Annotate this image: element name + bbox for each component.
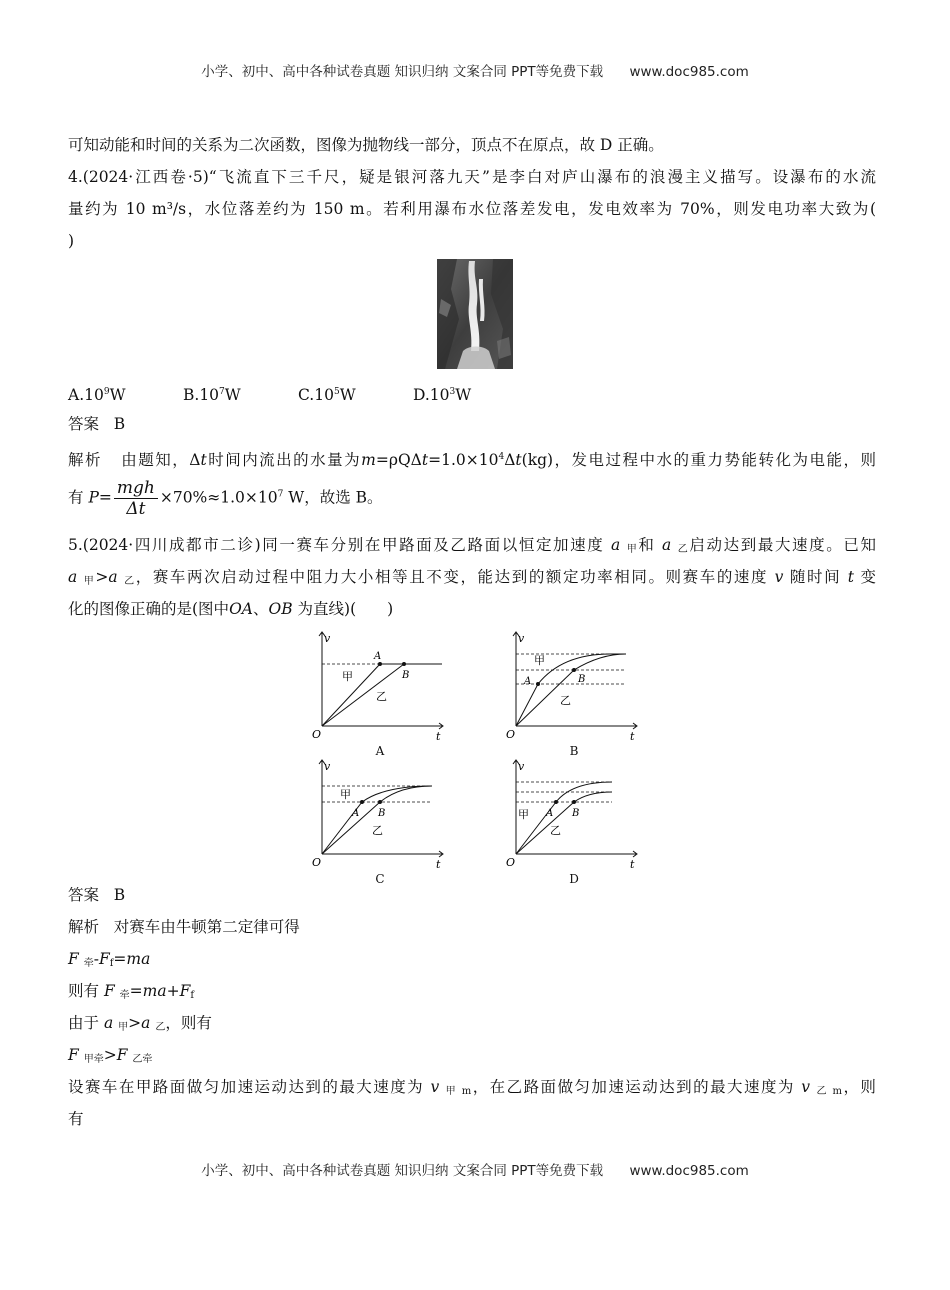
graph-b xyxy=(504,628,644,758)
svg-text:A: A xyxy=(524,676,532,687)
waterfall-photo xyxy=(437,259,513,369)
graph-a xyxy=(310,628,450,758)
q5-eq1: F $_牵-F_f=ma$ xyxy=(68,950,151,969)
svg-text:t: t xyxy=(630,730,635,743)
graph-b-caption: B xyxy=(569,744,579,758)
q4-line1: 4.(2024·江西卷·5)“飞流直下三千尺，疑是银河落九天”是李白对庐山瀑布的浪漫主义描写。设瀑布的水流 xyxy=(68,168,876,186)
header-site[interactable]: www.doc985.com xyxy=(629,64,749,80)
svg-text:t: t xyxy=(436,730,441,743)
page-header xyxy=(0,60,950,80)
q4-analysis-line2: 有 P= $\frac{\text{mgh}}{\Delta t}$ $\times 70\%\approx 1.0\times 10^7$ W，故选 B。 xyxy=(68,478,383,519)
svg-text:B: B xyxy=(572,808,580,819)
q5-last-line2: 有 xyxy=(68,1110,84,1128)
q5-last-line1: 设赛车在甲路面做匀加速运动达到的最大速度为 v $_{甲 m}$，在乙路面做匀加速运动达到的最大速度为 v $_{乙 m}$，则 xyxy=(68,1078,876,1097)
page-footer xyxy=(0,1159,950,1179)
q5-eq3: 由于 a $_甲$>a $_乙$，则有 xyxy=(68,1014,212,1033)
q4-option-d[interactable]: $D.10^3W$ xyxy=(413,386,472,404)
q4-option-c[interactable]: $C.10^5W$ xyxy=(298,386,356,404)
graph-a-caption: A xyxy=(375,744,385,758)
q5-line1: 5.(2024·四川成都市二诊)同一赛车分别在甲路面及乙路面以恒定加速度 a $_甲$和 a $_乙$启动达到最大速度。已知 xyxy=(68,536,876,555)
header-text: 小学、初中、高中各种试卷真题 知识归纳 文案合同 PPT等免费下载 xyxy=(201,64,604,80)
q5-eq2: 则有 F $_牵=ma+F_f$ xyxy=(68,982,195,1001)
q4-line2: 量约为 10 m³/s，水位落差约为 150 m。若利用瀑布水位落差发电，发电效率为 70%，则发电功率大致为( xyxy=(68,200,876,218)
q5-eq4: F $_{甲牵}$>F $_{乙牵}$ xyxy=(68,1046,153,1065)
power-fraction: $\frac{\text{mgh}}{\Delta t}$ xyxy=(114,478,158,519)
graph-c xyxy=(310,756,450,886)
q4-option-a[interactable]: $A.10^9W$ xyxy=(68,386,126,404)
svg-text:v: v xyxy=(518,632,525,645)
svg-text:O: O xyxy=(312,728,322,741)
svg-text:B: B xyxy=(402,670,410,681)
svg-text:O: O xyxy=(506,856,516,869)
svg-text:B: B xyxy=(578,674,586,685)
graph-d xyxy=(504,756,644,886)
svg-text:A: A xyxy=(374,651,382,662)
svg-text:v: v xyxy=(324,632,331,645)
svg-text:乙: 乙 xyxy=(376,690,387,703)
svg-text:v: v xyxy=(324,760,331,773)
svg-text:v: v xyxy=(518,760,525,773)
q5-line2: a $_甲$>a $_乙$，赛车两次启动过程中阻力大小相等且不变，能达到的额定功率相同。则赛车的速度 v 随时间 t 变 xyxy=(68,568,877,587)
q4-option-b[interactable]: $B.10^7W$ xyxy=(183,386,241,404)
footer-text: 小学、初中、高中各种试卷真题 知识归纳 文案合同 PPT等免费下载 xyxy=(201,1163,604,1179)
svg-text:甲: 甲 xyxy=(342,670,353,683)
footer-site[interactable]: www.doc985.com xyxy=(629,1163,749,1179)
prev-conclusion: 可知动能和时间的关系为二次函数，图像为抛物线一部分，顶点不在原点，故 D 正确。 xyxy=(68,136,664,154)
svg-text:乙: 乙 xyxy=(550,824,561,837)
svg-text:乙: 乙 xyxy=(372,824,383,837)
svg-text:A: A xyxy=(546,808,554,819)
svg-text:t: t xyxy=(630,858,635,871)
svg-text:t: t xyxy=(436,858,441,871)
q5-answer: 答案 B xyxy=(68,886,126,904)
svg-text:甲: 甲 xyxy=(340,788,351,801)
svg-text:甲: 甲 xyxy=(518,808,529,821)
svg-text:O: O xyxy=(312,856,322,869)
graph-d-caption: D xyxy=(569,872,579,886)
q4-line3: ) xyxy=(68,232,75,250)
q4-options xyxy=(68,381,471,406)
q5-line3: 化的图像正确的是(图中OA、OB 为直线)( ) xyxy=(68,600,394,618)
svg-text:A: A xyxy=(352,808,360,819)
graph-c-caption: C xyxy=(375,872,385,886)
svg-text:B: B xyxy=(378,808,386,819)
q4-answer: 答案 B xyxy=(68,415,126,433)
svg-text:甲: 甲 xyxy=(534,654,545,667)
q4-analysis-line1: 解析 由题知，Δt时间内流出的水量为$m=\rho Q\Delta t=1.0\times 10^4\Delta t(kg)$，发电过程中水的重力势能转化为电能，则 xyxy=(68,451,876,469)
svg-text:乙: 乙 xyxy=(560,694,571,707)
svg-text:O: O xyxy=(506,728,516,741)
q5-analysis: 解析 对赛车由牛顿第二定律可得 xyxy=(68,918,300,936)
